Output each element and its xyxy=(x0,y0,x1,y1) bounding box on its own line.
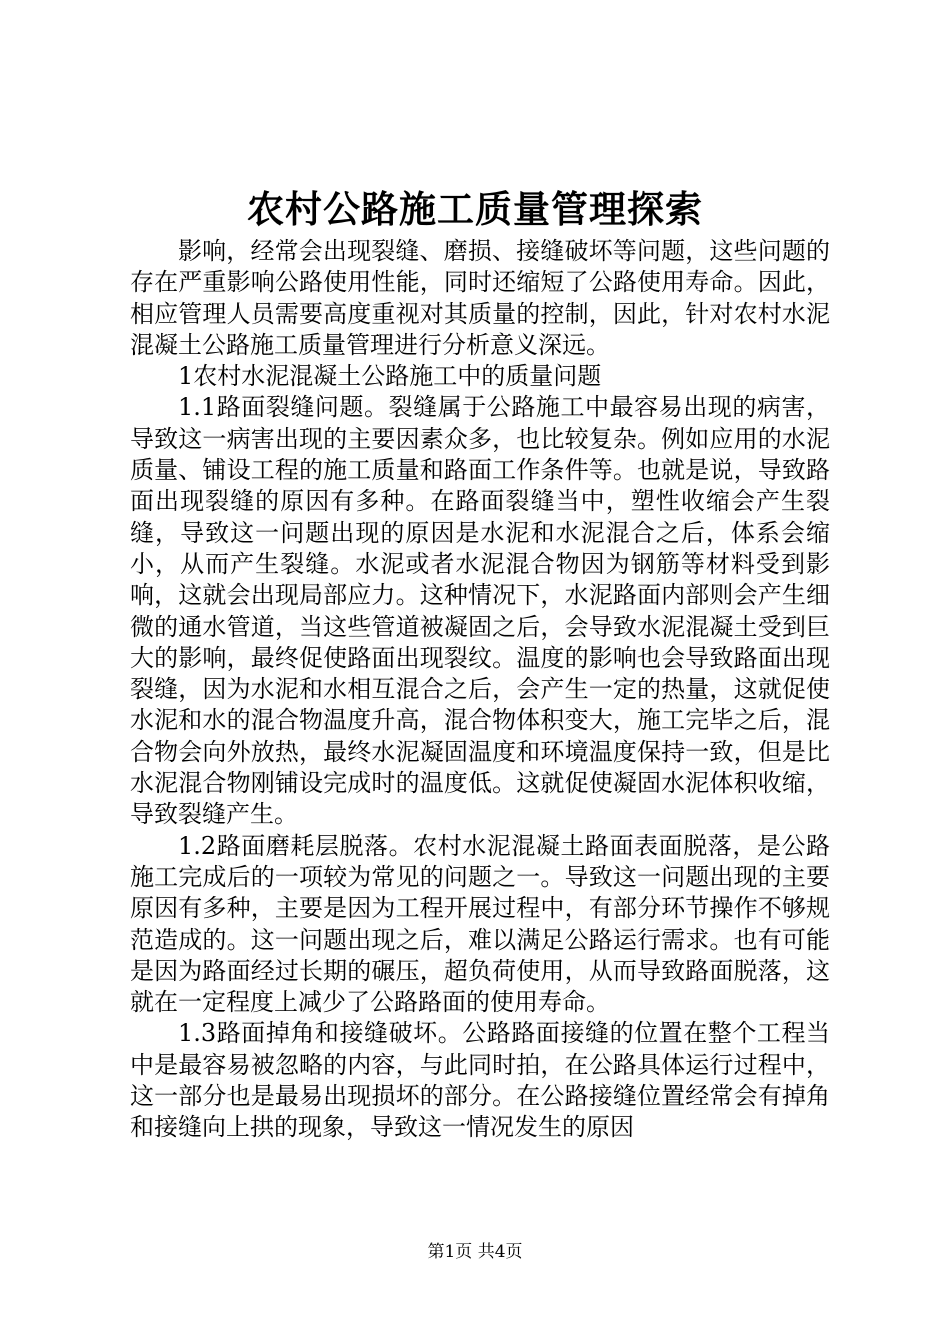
paragraph-1-3: 1.3路面掉角和接缝破坏。公路路面接缝的位置在整个工程当中是最容易被忽略的内容，与此同时拍，在公路具体运行过程中，这一部分也是最易出现损坏的部分。在公路接缝位置经常会有掉角和接缝向上拱的现象，导致这一情况发生的原因 xyxy=(130,1019,830,1142)
paragraph-1-1: 1.1路面裂缝问题。裂缝属于公路施工中最容易出现的病害，导致这一病害出现的主要因素众多，也比较复杂。例如应用的水泥质量、铺设工程的施工质量和路面工作条件等。也就是说，导致路面出现裂缝的原因有多种。在路面裂缝当中，塑性收缩会产生裂缝，导致这一问题出现的原因是水泥和水泥混合之后，体系会缩小，从而产生裂缝。水泥或者水泥混合物因为钢筋等材料受到影响，这就会出现局部应力。这种情况下，水泥路面内部则会产生细微的通水管道，当这些管道被凝固之后，会导致水泥混凝土受到巨大的影响，最终促使路面出现裂纹。温度的影响也会导致路面出现裂缝，因为水泥和水相互混合之后，会产生一定的热量，这就促使水泥和水的混合物温度升高，混合物体积变大，施工完毕之后，混合物会向外放热，最终水泥凝固温度和环境温度保持一致，但是比水泥混合物刚铺设完成时的温度低。这就促使凝固水泥体积收缩，导致裂缝产生。 xyxy=(130,393,830,829)
paragraph-intro: 影响，经常会出现裂缝、磨损、接缝破坏等问题，这些问题的存在严重影响公路使用性能，同时还缩短了公路使用寿命。因此，相应管理人员需要高度重视对其质量的控制，因此，针对农村水泥混凝土公路施工质量管理进行分析意义深远。 xyxy=(130,237,830,359)
paragraph-1-2: 1.2路面磨耗层脱落。农村水泥混凝土路面表面脱落，是公路施工完成后的一项较为常见的问题之一。导致这一问题出现的主要原因有多种，主要是因为工程开展过程中，有部分环节操作不够规范造成的。这一问题出现之后，难以满足公路运行需求。也有可能是因为路面经过长期的碾压，超负荷使用，从而导致路面脱落，这就在一定程度上减少了公路路面的使用寿命。 xyxy=(130,831,830,1017)
document-title: 农村公路施工质量管理探索 xyxy=(247,187,703,231)
document-body xyxy=(130,236,830,1144)
section-heading-1: 1农村水泥混凝土公路施工中的质量问题 xyxy=(178,362,602,391)
page-footer: 第1页 共4页 xyxy=(427,1242,523,1262)
